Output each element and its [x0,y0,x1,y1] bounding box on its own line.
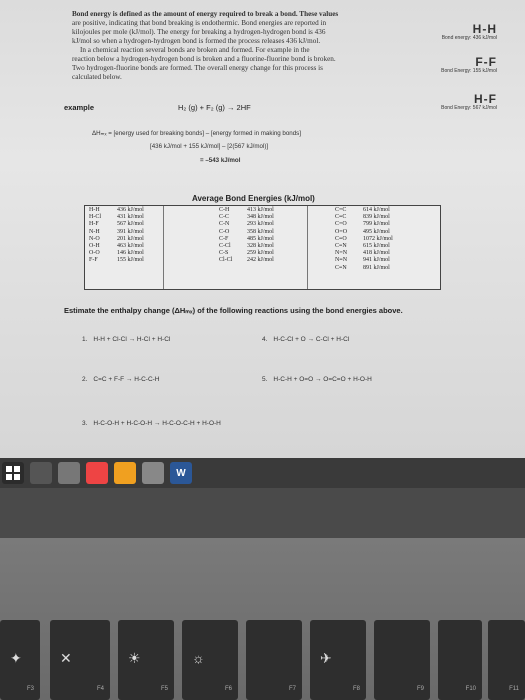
table-column-3 [335,207,403,272]
app-icon[interactable] [58,462,80,484]
reaction-text: H-C-O-H + H-C-O-H → H-C-O-C-H + H-O-H [93,420,221,427]
bond-card-name: H-H [472,22,497,36]
reaction-number: 3. [82,420,88,427]
table-row [89,236,157,243]
table-title: Average Bond Energies (kJ/mol) [192,194,315,203]
bond-type: N-H [89,228,100,235]
bond-type: Cl-Cl [219,257,233,264]
key-label: F4 [96,686,104,692]
bond-energy-value: 348 kJ/mol [247,214,274,221]
bond-type: C=C [335,207,347,213]
table-divider [307,206,308,289]
bond-card-energy: Bond Energy: 155 kJ/mol [441,68,497,74]
key: ✦ F3 [0,620,40,700]
reaction-5 [262,376,372,383]
bond-type: C-C [219,214,230,221]
bond-type: C-Cl [219,243,231,250]
bond-energy-value: 436 kJ/mol [117,207,144,213]
question-prompt: Estimate the enthalpy change (ΔHₘₓ) of the following reactions using the bond energies above. [64,306,403,315]
app-icon[interactable] [86,462,108,484]
table-row [89,250,157,257]
reaction-text: H-C-Cl + O → C-Cl + H-Cl [273,336,350,343]
table-row [335,257,403,264]
bond-energy-value: 259 kJ/mol [247,250,274,257]
table-row [219,229,287,236]
folder-icon[interactable] [114,462,136,484]
key-label: F11 [509,686,519,692]
bond-energy-value: 615 kJ/mol [363,243,390,250]
app-icon[interactable] [30,462,52,484]
windows-logo-icon [6,466,20,480]
intro-line: reaction below a hydrogen-hydrogen bond is broken and a fluorine-fluorine bond is broken. [72,55,336,63]
bond-energy-value: 614 kJ/mol [363,207,390,213]
start-icon[interactable] [2,462,24,484]
bond-energy-value: 201 kJ/mol [117,235,144,242]
reaction-number: 1. [82,336,88,343]
bond-type: N-O [89,235,100,242]
bond-card-name: H-F [474,92,497,106]
table-row [219,257,287,264]
bond-type: C≡N [335,243,347,250]
bond-type: C-S [219,250,229,257]
bond-type: C≡N [335,264,347,271]
intro-line: Two hydrogen-fluorine bonds are formed. The overall energy change for this process is [72,64,323,72]
table-row [219,250,287,257]
bond-type: C-N [219,221,230,228]
bond-type: C≡C [335,214,347,221]
bond-type: C≡O [335,235,347,242]
bond-energy-value: 495 kJ/mol [363,228,390,235]
reaction-number: 2. [82,376,88,383]
bond-energy-value: 431 kJ/mol [117,214,144,221]
bond-card-energy: Bond Energy: 567 kJ/mol [441,105,497,111]
bond-type: H-Cl [89,214,101,221]
laptop-bezel [0,488,525,538]
word-icon[interactable] [170,462,192,484]
reaction-number: 4. [262,336,268,343]
table-row [219,207,287,214]
table-row [219,221,287,228]
app-icon[interactable] [142,462,164,484]
key-label: F10 [465,686,476,692]
bond-type: H-H [89,207,100,213]
bond-type: O-O [89,250,100,257]
intro-line: kilojoules per mole (kJ/mol). The energy for breaking a hydrogen-hydrogen bond is 436 [72,28,326,36]
key: ✕ F4 [50,620,110,700]
table-column-1 [89,207,157,265]
bond-type: H-F [89,221,99,228]
table-row [335,236,403,243]
key-label: F8 [352,686,360,692]
table-row [89,214,157,221]
key: ✈ F8 [310,620,366,700]
table-row [89,221,157,228]
bond-energy-value: 358 kJ/mol [247,228,274,235]
intro-text [72,10,392,82]
example-equation: H₂ (g) + F₂ (g) → 2HF [178,103,251,112]
reaction-3 [82,420,221,427]
reaction-text: H-C-H + O=O → O=C=O + H-O-H [273,376,372,383]
intro-line: Bond energy is defined as the amount of energy required to break a bond. These values [72,10,339,18]
bond-type: N≡N [335,257,348,264]
key: ☀ F5 [118,620,174,700]
table-row [89,229,157,236]
bond-type: O-H [89,243,100,250]
table-row [89,243,157,250]
bond-type: O=O [335,228,348,235]
example-calc-line: ΔHₘₓ = [energy used for breaking bonds] – [energy formed in making bonds] [92,130,301,137]
table-row [219,243,287,250]
bond-energy-value: 146 kJ/mol [117,250,144,257]
table-row [89,257,157,264]
bond-energy-value: 839 kJ/mol [363,214,390,221]
table-row [335,214,403,221]
intro-line: calculated below. [72,73,122,81]
bond-energy-value: 1072 kJ/mol [363,235,393,242]
reaction-text: C=C + F-F → H-C-C-H [93,376,160,383]
bond-energy-value: 413 kJ/mol [247,207,274,213]
reaction-1 [82,336,170,343]
bond-type: F-F [89,257,98,264]
key [246,620,302,700]
bond-energy-value: 941 kJ/mol [363,257,390,264]
table-row [335,207,403,214]
bond-type: C-O [219,228,230,235]
key [488,620,525,700]
bond-card-hf [441,92,497,111]
table-row [219,236,287,243]
bond-card-energy: Bond energy: 436 kJ/mol [441,35,497,41]
bond-card-ff [441,55,497,74]
table-row [335,229,403,236]
bond-energy-value: 391 kJ/mol [117,228,144,235]
table-row [335,221,403,228]
example-calc-line: [436 kJ/mol + 155 kJ/mol] – [2(567 kJ/mol)] [150,143,269,150]
bond-type: N=N [335,250,348,257]
reaction-number: 5. [262,376,268,383]
intro-line: are positive, indicating that bond breaking is endothermic. Bond energies are reported in [72,19,327,27]
key-label: F6 [224,686,232,692]
key-label: F7 [288,686,296,692]
bond-energy-value: 328 kJ/mol [247,243,274,250]
table-row [335,243,403,250]
table-row [89,207,157,214]
reaction-text: H-H + Cl-Cl → H-Cl + H-Cl [93,336,171,343]
table-row [335,250,403,257]
bond-energy-table [84,205,441,290]
reaction-4 [262,336,349,343]
word-icon-label: W [176,467,186,479]
table-divider [163,206,164,289]
bond-energy-value: 242 kJ/mol [247,257,274,264]
key: ☼ F6 [182,620,238,700]
example-calc-result: = –543 kJ/mol [200,157,241,164]
intro-line: kJ/mol so when a hydrogen-hydrogen bond is formed the process releases 436 kJ/mol. [72,37,321,45]
bond-type: C-H [219,207,230,213]
table-row [219,214,287,221]
example-label: example [64,103,95,112]
key-label: F9 [416,686,424,692]
taskbar [0,458,525,488]
bond-energy-value: 567 kJ/mol [117,221,144,228]
bond-card-hh [442,22,497,41]
bond-card-name: F-F [475,55,497,69]
key [374,620,430,700]
bond-energy-value: 463 kJ/mol [117,243,144,250]
table-column-2 [219,207,287,265]
bond-type: C=O [335,221,347,228]
intro-line: In a chemical reaction several bonds are broken and formed. For example in the [80,46,310,54]
bond-energy-value: 418 kJ/mol [363,250,390,257]
key [438,620,482,700]
bond-energy-value: 155 kJ/mol [117,257,144,264]
bond-energy-value: 891 kJ/mol [363,264,390,271]
key-label: F5 [160,686,168,692]
bond-energy-value: 293 kJ/mol [247,221,274,228]
bond-type: C-F [219,235,229,242]
bond-energy-value: 485 kJ/mol [247,235,274,242]
key-label: F3 [26,686,34,692]
reaction-2 [82,376,160,383]
bond-energy-value: 799 kJ/mol [363,221,390,228]
table-row [335,265,403,272]
